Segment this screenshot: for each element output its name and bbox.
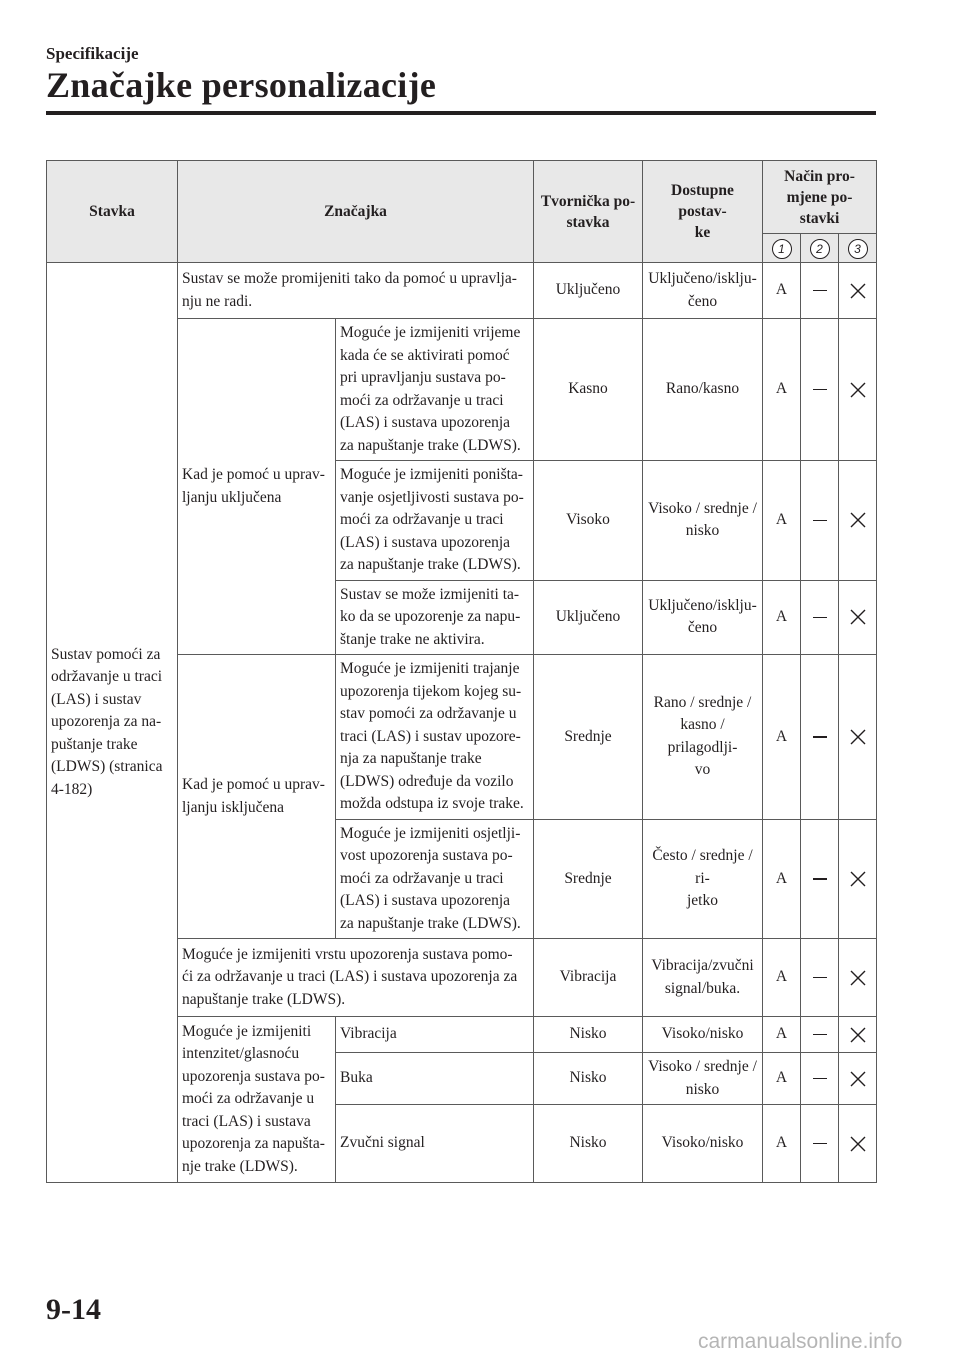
dash-icon	[813, 736, 827, 737]
factory-setting: Kasno	[534, 319, 643, 461]
dash-icon	[813, 290, 827, 291]
factory-setting: Srednje	[534, 819, 643, 939]
circled-number-3-icon: 3	[848, 239, 868, 259]
table-row	[47, 263, 877, 319]
item-cell: Sustav pomoći za održavanje u traci (LAS) i sustav upozorenja za na- puštanje trake (LDWS) (stranica 4-182)	[47, 263, 178, 1183]
header-znacajka: Značajka	[178, 161, 534, 263]
factory-setting: Nisko	[534, 1105, 643, 1183]
feature-cell: Moguće je izmijeniti vrstu upozorenja sustava pomo- ći za održavanje u traci (LAS) i sustava upozorenja za napuštanje trake (LDWS).	[178, 939, 534, 1017]
factory-setting: Uključeno	[534, 263, 643, 319]
factory-setting: Visoko	[534, 461, 643, 581]
header-dostupne: Dostupne postav- ke	[643, 161, 763, 263]
available-settings: Uključeno/isklju- čeno	[643, 580, 763, 655]
factory-setting: Vibracija	[534, 939, 643, 1017]
factory-setting: Nisko	[534, 1053, 643, 1105]
header-nacin: Način pro- mjene po- stavki	[763, 161, 877, 234]
available-settings: Rano / srednje / kasno / prilagodlji- vo	[643, 655, 763, 820]
method-3-cell	[839, 580, 877, 655]
available-settings: Visoko / srednje / nisko	[643, 1053, 763, 1105]
method-3-cell	[839, 1105, 877, 1183]
dash-icon	[813, 520, 827, 521]
method-1-value: A	[763, 655, 801, 820]
method-1-value: A	[763, 819, 801, 939]
available-settings: Visoko/nisko	[643, 1017, 763, 1053]
method-1-value: A	[763, 939, 801, 1017]
cross-icon	[849, 1135, 867, 1153]
method-2-cell	[801, 939, 839, 1017]
page-title: Značajke personalizacije	[46, 65, 437, 105]
group-label-on: Kad je pomoć u uprav- ljanju uključena	[178, 319, 336, 655]
cross-icon	[849, 1070, 867, 1088]
method-3-cell	[839, 263, 877, 319]
page-number: 9-14	[46, 1293, 101, 1326]
dash-icon	[813, 389, 827, 390]
method-1-value: A	[763, 580, 801, 655]
group-label-intensity: Moguće je izmijeniti intenzitet/glasnoću upozorenja sustava po- moći za održavanje u traci (LAS) i sustava upozorenja za napušta- nje trake (LDWS).	[178, 1017, 336, 1183]
method-2-cell	[801, 319, 839, 461]
available-settings: Često / srednje / ri- jetko	[643, 819, 763, 939]
cross-icon	[849, 969, 867, 987]
method-2-cell	[801, 819, 839, 939]
method-1-value: A	[763, 263, 801, 319]
circled-number-2-icon: 2	[810, 239, 830, 259]
available-settings: Rano/kasno	[643, 319, 763, 461]
available-settings: Visoko/nisko	[643, 1105, 763, 1183]
watermark: carmanualsonline.info	[698, 1330, 903, 1353]
method-2-header	[801, 234, 839, 263]
feature-cell: Moguće je izmijeniti vrijeme kada će se aktivirati pomoć pri upravljanju sustava po- moći za održavanje u traci (LAS) i sustava upozorenja za napuštanje trake (LDWS).	[336, 319, 534, 461]
cross-icon	[849, 728, 867, 746]
method-3-cell	[839, 1053, 877, 1105]
method-3-cell	[839, 1017, 877, 1053]
factory-setting: Nisko	[534, 1017, 643, 1053]
factory-setting: Uključeno	[534, 580, 643, 655]
header-row	[47, 161, 877, 234]
method-2-cell	[801, 1017, 839, 1053]
method-1-value: A	[763, 1017, 801, 1053]
method-3-header	[839, 234, 877, 263]
method-2-cell	[801, 1105, 839, 1183]
feature-cell: Zvučni signal	[336, 1105, 534, 1183]
method-1-value: A	[763, 461, 801, 581]
method-1-value: A	[763, 319, 801, 461]
title-rule	[46, 111, 876, 115]
method-2-cell	[801, 461, 839, 581]
method-1-value: A	[763, 1053, 801, 1105]
feature-cell: Moguće je izmijeniti poništa- vanje osjetljivosti sustava po- moći za održavanje u traci (LAS) i sustava upozorenja za napuštanje trake (LDWS).	[336, 461, 534, 581]
header-tvornicka: Tvornička po- stavka	[534, 161, 643, 263]
dash-icon	[813, 1143, 827, 1144]
method-3-cell	[839, 819, 877, 939]
dash-icon	[813, 977, 827, 978]
header-stavka: Stavka	[47, 161, 178, 263]
feature-cell: Vibracija	[336, 1017, 534, 1053]
dash-icon	[813, 878, 827, 879]
available-settings: Visoko / srednje / nisko	[643, 461, 763, 581]
dash-icon	[813, 1078, 827, 1079]
method-1-value: A	[763, 1105, 801, 1183]
cross-icon	[849, 608, 867, 626]
method-2-cell	[801, 580, 839, 655]
feature-cell: Moguće je izmijeniti osjetlji- vost upozorenja sustava po- moći za održavanje u traci (LAS) i sustava upozorenja za napuštanje trake (LDWS).	[336, 819, 534, 939]
method-2-cell	[801, 655, 839, 820]
available-settings: Uključeno/isklju- čeno	[643, 263, 763, 319]
cross-icon	[849, 511, 867, 529]
method-1-header	[763, 234, 801, 263]
feature-cell: Buka	[336, 1053, 534, 1105]
section-label: Specifikacije	[46, 44, 139, 63]
available-settings: Vibracija/zvučni signal/buka.	[643, 939, 763, 1017]
cross-icon	[849, 870, 867, 888]
method-2-cell	[801, 263, 839, 319]
feature-cell: Sustav se može izmijeniti ta- ko da se upozorenje za napu- štanje trake ne aktivira.	[336, 580, 534, 655]
method-3-cell	[839, 939, 877, 1017]
dash-icon	[813, 617, 827, 618]
cross-icon	[849, 1026, 867, 1044]
feature-cell: Moguće je izmijeniti trajanje upozorenja tijekom kojeg su- stav pomoći za održavanje u traci (LAS) i sustav upozore- nja za napuštanje trake (LDWS) određuje da vozilo možda odstupa iz svoje trake.	[336, 655, 534, 820]
group-label-off: Kad je pomoć u uprav- ljanju isključena	[178, 655, 336, 939]
method-3-cell	[839, 655, 877, 820]
factory-setting: Srednje	[534, 655, 643, 820]
cross-icon	[849, 381, 867, 399]
feature-cell: Sustav se može promijeniti tako da pomoć u upravlja- nju ne radi.	[178, 263, 534, 319]
cross-icon	[849, 282, 867, 300]
method-2-cell	[801, 1053, 839, 1105]
customization-table	[46, 160, 877, 1183]
method-3-cell	[839, 319, 877, 461]
dash-icon	[813, 1034, 827, 1035]
circled-number-1-icon: 1	[772, 239, 792, 259]
method-3-cell	[839, 461, 877, 581]
